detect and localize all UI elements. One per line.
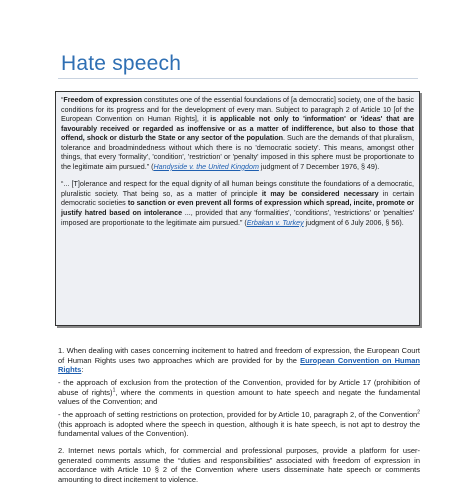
paragraph-1-colon: : — [81, 365, 84, 375]
quote1-bold: Freedom of expression — [63, 96, 142, 104]
quote1-text: . Such are the demands of that pluralism, tolerance and broadmindedness without which there is no 'democratic society'. This means, amongst other things, that every 'formality', 'condition', 'restriction' or 'penalty' imposed in this sphere must be proportionate to the legitimate aim pursued.” ( — [61, 134, 414, 171]
quote2-text: judgment of 6 July 2006, § 56). — [303, 218, 404, 227]
quote2-bold: it may be considered necessary — [261, 189, 379, 198]
paragraph-2: 2. Internet news portals which, for commercial and professional purposes, provide a platform for user-generated comments assume the “duties and responsibilities” associated with freedom of expression in accordance with Article 10 § 2 of the Convention where users disseminate hate speech or comments amounting to direct incitement to violence. — [58, 445, 420, 484]
quote1-text: judgment of 7 December 1976, § 49). — [258, 162, 380, 171]
footnote-2-ref[interactable]: 2 — [417, 409, 420, 416]
body-text — [58, 346, 420, 485]
quote1-text: “ — [61, 96, 64, 104]
quote-box — [55, 91, 420, 326]
quote1-text: constitutes one of the essential foundations of [a democratic] society, one of the basic conditions for its progress and for the development of every man. Subject to paragraph 2 of Article 10 [of the European Convention on Human Rights], it — [61, 96, 414, 124]
quote2-text: ..., provided that any 'formalities', 'conditions', 'restrictions' or 'penalties' imposed are proportionate to the legitimate aim pursued.” ( — [61, 209, 415, 227]
quote-handyside — [61, 96, 414, 172]
exclusion-item — [58, 378, 420, 407]
quote-erbakan — [61, 180, 414, 228]
footnote-1-ref[interactable]: 1 — [112, 387, 116, 394]
erbakan-link[interactable]: Erbakan v. Turkey — [246, 218, 304, 227]
quote1-bold: is applicable not only to 'information' or 'ideas' that are favourably received or regarded as inoffensive or as a matter of indifference, but also to those that offend, shock or disturb the State or any sector of the population — [61, 115, 414, 143]
quote2-text: “... [T]olerance and respect for the equal dignity of all human beings constitute the foundations of a democratic, pluralistic society. That being so, as a matter of principle — [61, 180, 414, 198]
restriction-text: (this approach is adopted where the speech in question, although it is hate speech, is not apt to destroy the fundamental values of the Convention). — [58, 419, 420, 439]
convention-link[interactable]: European Convention on Human Rights — [58, 355, 420, 375]
quote2-text: in certain democratic societies — [61, 189, 414, 208]
exclusion-text: - the approach of exclusion from the protection of the Convention, provided for by Article 17 (prohibition of abuse of rights) — [58, 377, 420, 397]
restriction-text: - the approach of setting restrictions on protection, provided for by Article 10, paragraph 2, of the Convention — [58, 409, 418, 419]
restriction-item — [58, 410, 420, 439]
page-title: Hate speech — [61, 52, 182, 75]
paragraph-1-text: 1. When dealing with cases concerning incitement to hatred and freedom of expression, the European Court of Human Rights uses two approaches which are provided for by the — [58, 346, 420, 365]
paragraph-1 — [58, 346, 420, 375]
quote2-bold: to sanction or even prevent all forms of expression which spread, incite, promote or justify hatred based on intolerance — [61, 199, 415, 218]
exclusion-text: , where the comments in question amount to hate speech and negate the fundamental values of the Convention; and — [58, 387, 420, 407]
title-divider — [58, 78, 418, 79]
handyside-link[interactable]: Handyside v. the United Kingdom — [153, 162, 259, 171]
